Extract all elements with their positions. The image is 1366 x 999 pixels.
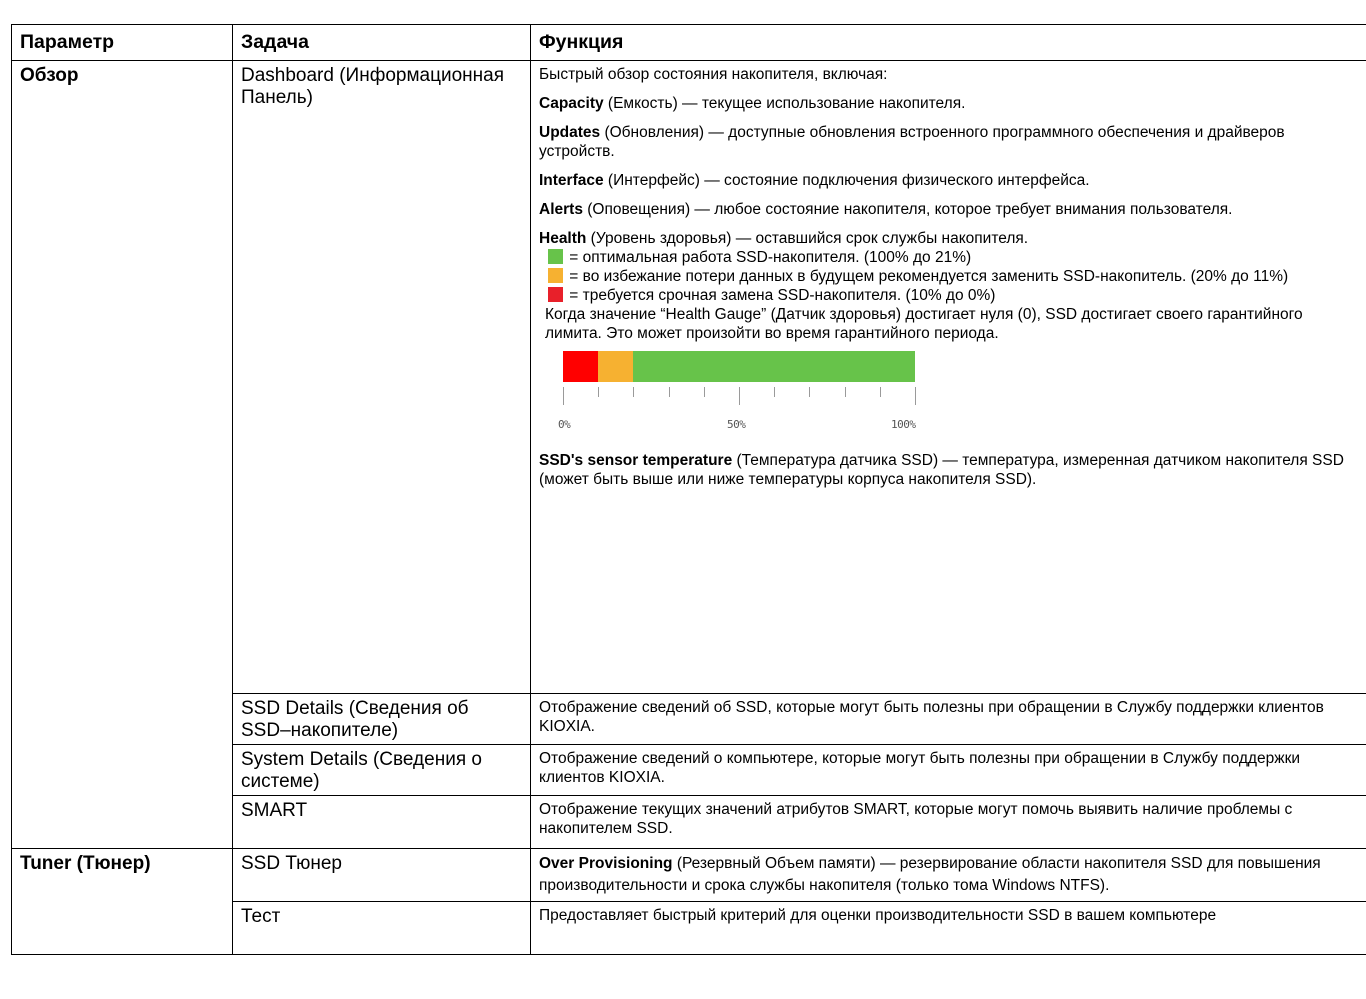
task-system-details: System Details (Сведения о системе) — [233, 745, 531, 796]
legend-green: = оптимальная работа SSD-накопителя. (100% до 21%) — [539, 248, 1360, 267]
red-swatch-icon — [548, 287, 563, 302]
gauge-tick — [739, 387, 740, 405]
item-interface: Interface (Интерфейс) — состояние подключения физического интерфейса. — [539, 172, 1090, 189]
gauge-bar — [563, 351, 915, 382]
gauge-tick — [774, 387, 775, 397]
table-row — [12, 849, 1366, 902]
task-smart: SMART — [233, 796, 531, 849]
dashboard-intro: Быстрый обзор состояния накопителя, включая: — [539, 66, 888, 83]
gauge-tick — [880, 387, 881, 397]
header-param: Параметр — [12, 25, 233, 61]
health-note: Когда значение “Health Gauge” (Датчик здоровья) достигает нуля (0), SSD достигает своего гарантийного лимита. Это может произойти во время гарантийного периода. — [545, 306, 1303, 342]
item-temperature: SSD's sensor temperature (Температура датчика SSD) — температура, измеренная датчиком накопителя SSD (может быть выше или ниже температуры корпуса накопителя SSD). — [539, 452, 1344, 488]
func-ssd-details: Отображение сведений об SSD, которые могут быть полезны при обращении в Службу поддержки клиентов KIOXIA. — [531, 694, 1366, 745]
param-overview: Обзор — [12, 61, 233, 849]
header-row — [12, 25, 1366, 61]
gauge-tick — [598, 387, 599, 397]
task-ssd-tuner: SSD Тюнер — [233, 849, 531, 902]
gauge-segment-red — [563, 351, 598, 382]
header-func: Функция — [531, 25, 1366, 61]
task-ssd-details: SSD Details (Сведения об SSD–накопителе) — [233, 694, 531, 745]
gauge-tick — [809, 387, 810, 397]
gauge-tick — [669, 387, 670, 397]
gauge-segment-orange — [598, 351, 633, 382]
item-alerts: Alerts (Оповещения) — любое состояние накопителя, которое требует внимания пользователя. — [539, 201, 1233, 218]
legend-red: = требуется срочная замена SSD-накопителя. (10% до 0%) — [539, 286, 1360, 305]
func-dashboard — [531, 61, 1366, 694]
header-task: Задача — [233, 25, 531, 61]
item-updates: Updates (Обновления) — доступные обновления встроенного программного обеспечения и драйверов устройств. — [539, 124, 1285, 160]
gauge-segment-green — [633, 351, 915, 382]
health-gauge — [539, 343, 1360, 451]
gauge-label-50: 50% — [727, 418, 746, 431]
gauge-tick — [563, 387, 564, 405]
gauge-tick — [845, 387, 846, 397]
table-row — [12, 61, 1366, 694]
gauge-tick — [633, 387, 634, 397]
item-capacity: Capacity (Емкость) — текущее использование накопителя. — [539, 95, 966, 112]
legend-orange: = во избежание потери данных в будущем рекомендуется заменить SSD-накопитель. (20% до 11%) — [539, 267, 1360, 286]
func-ssd-tuner: Over Provisioning (Резервный Объем памяти) — резервирование области накопителя SSD для повышения производительности и срока службы накопителя (только тома Windows NTFS). — [531, 849, 1366, 902]
orange-swatch-icon — [548, 268, 563, 283]
func-smart: Отображение текущих значений атрибутов SMART, которые могут помочь выявить наличие проблемы с накопителем SSD. — [531, 796, 1366, 849]
func-test: Предоставляет быстрый критерий для оценки производительности SSD в вашем компьютере — [531, 902, 1366, 955]
task-test: Тест — [233, 902, 531, 955]
param-tuner: Tuner (Тюнер) — [12, 849, 233, 955]
gauge-label-0: 0% — [558, 418, 571, 431]
features-table — [11, 24, 1366, 955]
gauge-label-100: 100% — [891, 418, 916, 431]
task-dashboard: Dashboard (Информационная Панель) — [233, 61, 531, 694]
green-swatch-icon — [548, 249, 563, 264]
gauge-tick — [704, 387, 705, 397]
func-system-details: Отображение сведений о компьютере, которые могут быть полезны при обращении в Службу поддержки клиентов KIOXIA. — [531, 745, 1366, 796]
gauge-tick — [915, 387, 916, 405]
item-health: Health (Уровень здоровья) — оставшийся срок службы накопителя. = оптимальная работа SSD-накопителя. (100% до 21%) = во избежание потери данных в будущем рекомендуется заменить SSD-накопитель. (20% до 11%) = требуется срочная замена SSD-накопителя. (10% до 0%) Когда значение “Health Gauge” (Датчик здоровья) достигает нуля (0), SSD достигает своего гарантийного лимита. Это может произойти во время гарантийного периода. — [539, 229, 1360, 343]
gauge-ticks — [563, 387, 915, 405]
